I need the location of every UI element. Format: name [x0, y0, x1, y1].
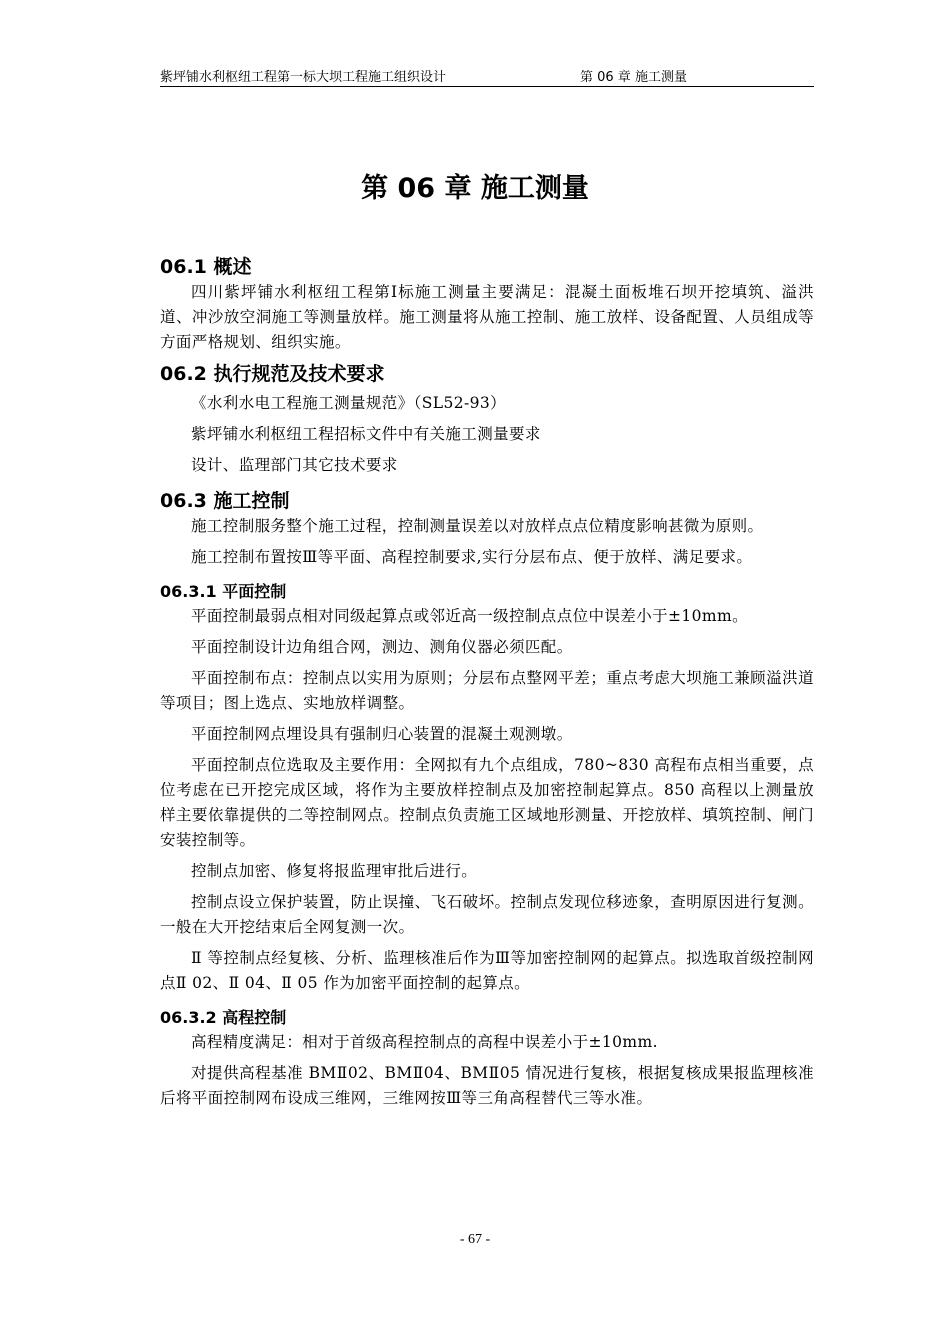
- paragraph: 四川紫坪铺水利枢纽工程第Ⅰ标施工测量主要满足：混凝土面板堆石坝开挖填筑、溢洪道、冲沙放空洞施工等测量放样。施工测量将从施工控制、施工放样、设备配置、人员组成等方面严格规划、组织实施。: [160, 283, 814, 351]
- paragraph: 平面控制设计边角组合网，测边、测角仪器必须匹配。: [191, 638, 573, 656]
- paragraph: 紫坪铺水利枢纽工程招标文件中有关施工测量要求: [191, 425, 541, 443]
- paragraph: 施工控制服务整个施工过程，控制测量误差以对放样点点位精度影响甚微为原则。: [191, 517, 764, 535]
- paragraph: 对提供高程基准 BMⅡ02、BMⅡ04、BMⅡ05 情况进行复核，根据复核成果报监理核准后将平面控制网布设成三维网，三维网按Ⅲ等三角高程替代三等水准。: [160, 1064, 814, 1107]
- paragraph: 设计、监理部门其它技术要求: [191, 456, 398, 474]
- paragraph: 平面控制点位选取及主要作用：全网拟有九个点组成，780~830 高程布点相当重要，点位考虑在已开挖完成区域，将作为主要放样控制点及加密控制起算点。850 高程以上测量放样主要依靠提供的二等控制网点。控制点负责施工区域地形测量、开挖放样、填筑控制、闸门安装控制等。: [160, 756, 814, 849]
- paragraph: 高程精度满足：相对于首级高程控制点的高程中误差小于±10mm.: [191, 1033, 658, 1051]
- paragraph: 平面控制网点埋设具有强制归心装置的混凝土观测墩。: [191, 725, 573, 743]
- document-body: [160, 254, 814, 1111]
- paragraph: 控制点设立保护装置，防止误撞、飞石破坏。控制点发现位移迹象，查明原因进行复测。一般在大开挖结束后全网复测一次。: [160, 893, 814, 936]
- section-heading-overview: 06.1 概述: [160, 256, 252, 278]
- header-chapter-title: 第 06 章 施工测量: [580, 70, 687, 85]
- section-heading-standards: 06.2 执行规范及技术要求: [160, 363, 385, 385]
- paragraph: Ⅱ 等控制点经复核、分析、监理核准后作为Ⅲ等加密控制网的起算点。拟选取首级控制网点Ⅱ 02、Ⅱ 04、Ⅱ 05 作为加密平面控制的起算点。: [160, 949, 814, 992]
- paragraph: 《水利水电工程施工测量规范》（SL52-93）: [191, 394, 507, 412]
- subsection-heading-elevation-control: 06.3.2 高程控制: [160, 1008, 287, 1027]
- paragraph: 控制点加密、修复将报监理审批后进行。: [191, 862, 478, 880]
- page-number: - 67 -: [459, 1232, 491, 1247]
- section-heading-construction-control: 06.3 施工控制: [160, 490, 290, 512]
- header-document-title: 紫坪铺水利枢纽工程第一标大坝工程施工组织设计: [160, 70, 447, 85]
- paragraph: 平面控制布点：控制点以实用为原则；分层布点整网平差；重点考虑大坝施工兼顾溢洪道等项目；图上选点、实地放样调整。: [160, 669, 814, 712]
- page-header: [160, 64, 814, 87]
- chapter-title: 第 06 章 施工测量: [361, 173, 589, 204]
- subsection-heading-plane-control: 06.3.1 平面控制: [160, 582, 287, 601]
- paragraph: 平面控制最弱点相对同级起算点或邻近高一级控制点点位中误差小于±10mm。: [191, 607, 749, 625]
- paragraph: 施工控制布置按Ⅲ等平面、高程控制要求,实行分层布点、便于放样、满足要求。: [191, 548, 753, 566]
